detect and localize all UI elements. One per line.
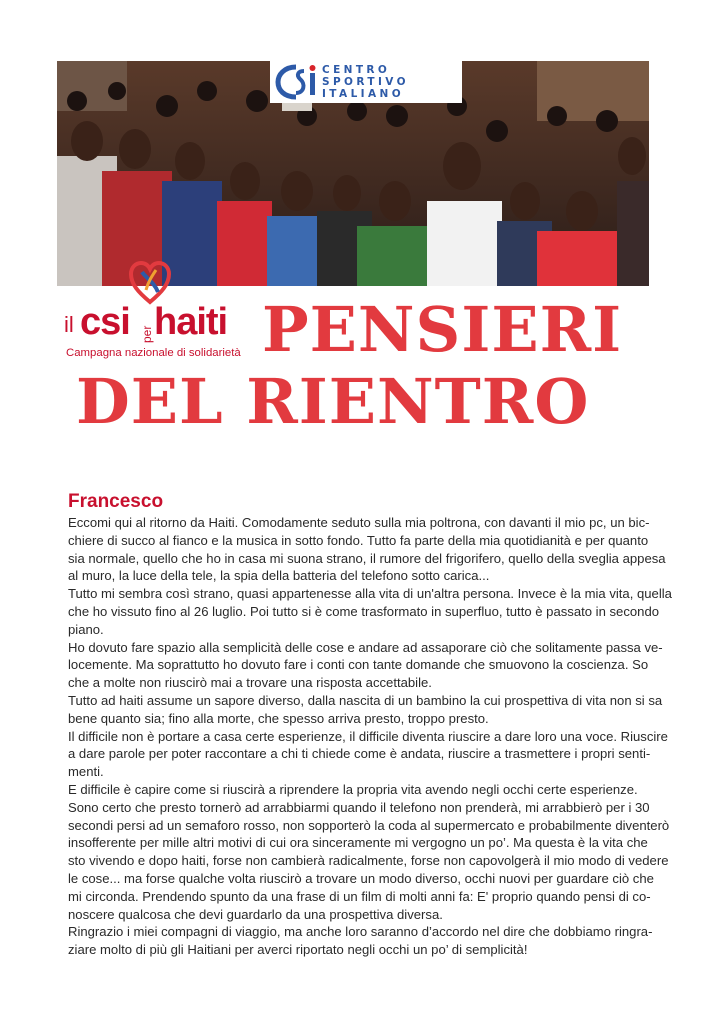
csi-word-sportivo: SPORTIVO (322, 76, 409, 88)
article-line: Il difficile non è portare a casa certe esperienze, il difficile diventa riuscire a dare loro una voce. Riuscire (68, 728, 668, 744)
article-line: che ho vissuto fino al 26 luglio. Poi tutto si è come trasformato in superfluo, tutto è passato in secondo (68, 603, 660, 619)
csi-logo (270, 61, 462, 103)
article-line: chiere di succo al fianco e la musica in sotto fondo. Tutto fa parte della mia quotidianità e per quanto (68, 532, 649, 548)
article-line: Ho dovuto fare spazio alla semplicità delle cose e andare ad assaporare ciò che solitamente passa ve- (68, 639, 663, 655)
article-line: Tutto ad haiti assume un sapore diverso, dalla nascita di un bambino la cui prospettiva di vita non si sa (68, 692, 663, 708)
article-line: al muro, la luce della tele, la spia della batteria del telefono sotto carica... (68, 568, 490, 584)
article-line: Eccomi qui al ritorno da Haiti. Comodamente seduto sulla mia poltrona, con davanti il mio pc, un bic- (68, 515, 650, 530)
title-line-2: DEL RIENTRO (76, 365, 590, 438)
article-line: insofferente per mille altri motivi di cui ora sinceramente mi vergogno un po’. Ma questa è la vita che (68, 835, 648, 851)
article-line: a dare parole per poter raccontare a chi ti chiede come è andata, riuscire a trasmettere i propri senti- (68, 746, 651, 762)
article-line: Tutto mi sembra così strano, quasi appartenesse alla vita di un'altra persona. Invece è la mia vita, quella (68, 586, 672, 602)
article-line: mi circonda. Prendendo spunto da una frase di un film di molti anni fa: E' proprio quando pensi di co- (68, 888, 651, 904)
csi-word-italiano: ITALIANO (322, 88, 405, 100)
article-line: menti. (68, 764, 104, 780)
csi-emblem-icon (274, 63, 320, 101)
article-line: noscere qualcosa che devi guardarlo da una prospettiva diversa. (68, 906, 443, 922)
campaign-logo-haiti: haiti (154, 301, 228, 343)
csi-word-centro: CENTRO (322, 64, 391, 76)
campaign-logo-per: per (140, 325, 154, 343)
article-author: Francesco (68, 491, 164, 512)
article-line: ziare molto di più gli Haitiani per averci riportato negli occhi un po’ di semplicità! (68, 942, 528, 958)
article-line: secondi persi ad un semaforo rosso, non sopporterò la coda al supermercato e probabilmente diventerò (68, 817, 670, 833)
heart-icon (128, 260, 172, 306)
article-line: E difficile è capire come si riuscirà a riprendere la propria vita avendo negli occhi certe esperienze. (68, 781, 638, 797)
article-line: le cose... ma forse qualche volta riuscirò a trovare un modo diverso, occhi nuovi per guardare ciò che (68, 870, 654, 886)
campaign-subtitle: Campagna nazionale di solidarietà (66, 347, 241, 359)
article-line: bene quanto sia; fino alla morte, che spesso arriva presto, troppo presto. (68, 710, 489, 726)
article-line: sto vivendo e dopo haiti, forse non cambierà radicalmente, forse non capovolgerà il mio modo di vedere (68, 853, 669, 869)
campaign-logo-csi: csi (80, 301, 130, 343)
article-line: Ringrazio i miei compagni di viaggio, ma anche loro saranno d’accordo nel dire che dobbiamo ringra- (68, 924, 653, 940)
article-line: piano. (68, 621, 104, 637)
article-line: locemente. Ma soprattutto ho dovuto fare i conti con tante domande che smuovono la coscienza. So (68, 657, 649, 673)
csi-logo-text (322, 64, 409, 100)
campaign-logo (64, 303, 264, 363)
article-line: sia normale, quello che ho in casa mi suona strano, il rumore del frigorifero, quello della sveglia appesa (68, 550, 666, 566)
title-line-1: PENSIERI (262, 293, 623, 366)
campaign-logo-il: il (64, 312, 74, 337)
article-line: che a molte non riuscirò mai a trovare una risposta accettabile. (68, 675, 432, 691)
article-line: Sono certo che presto tornerò ad arrabbiarmi quando il telefono non prenderà, mi arrabbierò per i 30 (68, 799, 650, 815)
article-body (68, 514, 672, 959)
